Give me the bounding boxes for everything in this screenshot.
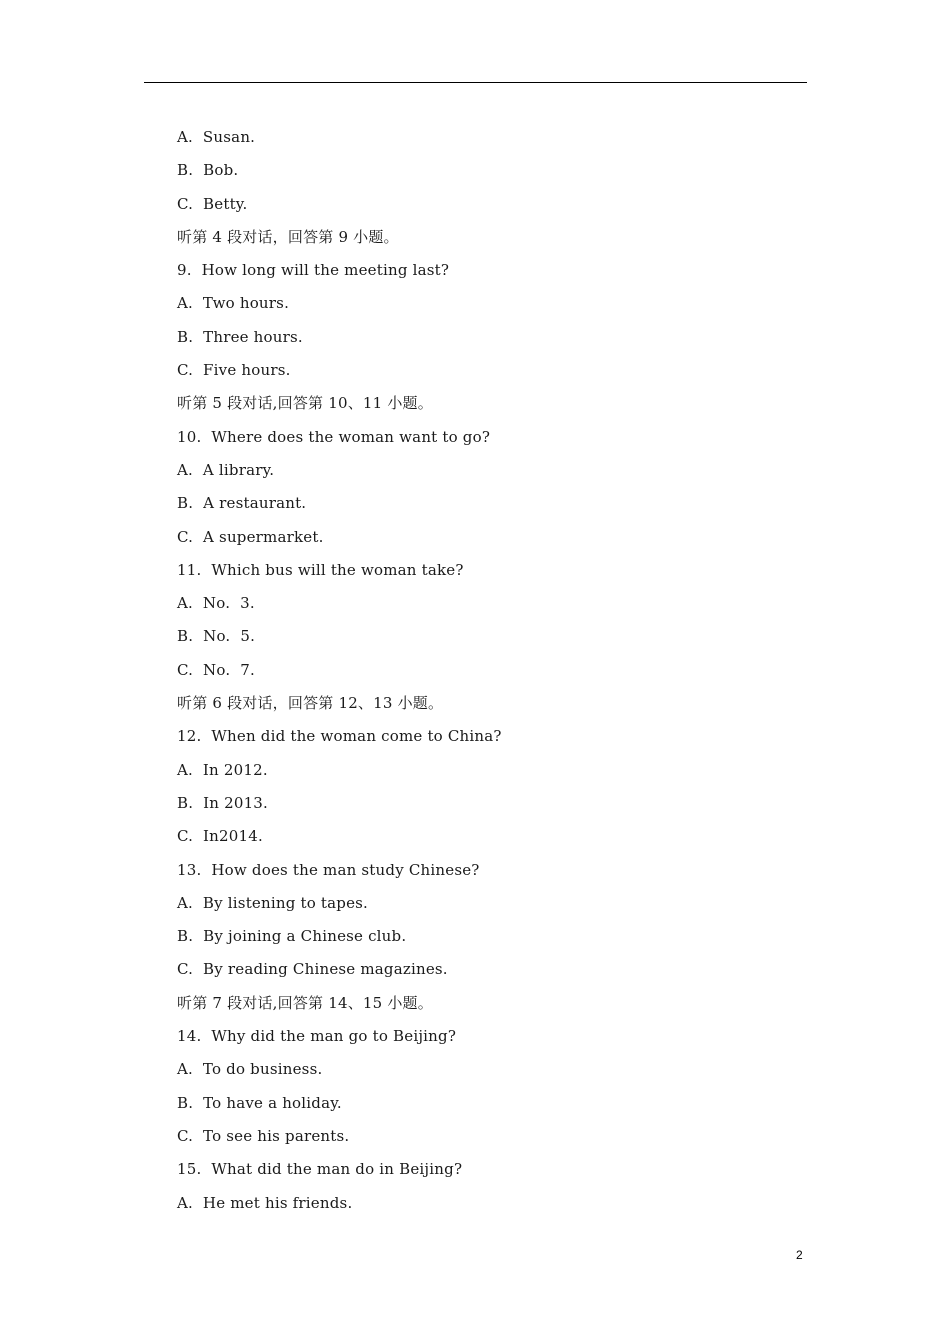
- option-line: C. In2014.: [177, 827, 263, 846]
- option-line: A. Two hours.: [177, 294, 290, 313]
- section-instruction: 听第 4 段对话，回答第 9 小题。: [177, 227, 399, 246]
- question-line: 15. What did the man do in Beijing?: [177, 1160, 463, 1179]
- document-body: [177, 121, 797, 1220]
- option-line: A. In 2012.: [177, 760, 268, 779]
- question-line: 9. How long will the meeting last?: [177, 261, 450, 280]
- section-instruction: 听第 7 段对话,回答第 14、15 小题。: [177, 993, 433, 1012]
- question-line: 12. When did the woman come to China?: [177, 727, 502, 746]
- question-line: 11. Which bus will the woman take?: [177, 560, 464, 579]
- option-line: C. Betty.: [177, 194, 248, 213]
- option-line: A. Susan.: [177, 128, 256, 146]
- option-line: B. By joining a Chinese club.: [177, 927, 407, 946]
- option-line: A. By listening to tapes.: [177, 893, 369, 912]
- option-line: C. No. 7.: [177, 660, 255, 679]
- option-line: C. Five hours.: [177, 361, 291, 380]
- section-instruction: 听第 5 段对话,回答第 10、11 小题。: [177, 394, 433, 413]
- option-line: B. To have a holiday.: [177, 1093, 342, 1112]
- option-line: C. A supermarket.: [177, 527, 324, 546]
- option-line: A. A library.: [177, 460, 275, 479]
- option-line: A. He met his friends.: [177, 1193, 353, 1212]
- question-line: 13. How does the man study Chinese?: [177, 860, 480, 879]
- header-rule: [144, 82, 807, 83]
- question-line: 14. Why did the man go to Beijing?: [177, 1027, 457, 1046]
- option-line: B. Three hours.: [177, 327, 303, 346]
- option-line: B. Bob.: [177, 161, 239, 180]
- section-instruction: 听第 6 段对话，回答第 12、13 小题。: [177, 694, 444, 713]
- question-line: 10. Where does the woman want to go?: [177, 427, 491, 446]
- option-line: C. By reading Chinese magazines.: [177, 960, 448, 979]
- option-line: C. To see his parents.: [177, 1126, 350, 1145]
- option-line: A. To do business.: [177, 1060, 323, 1079]
- option-line: B. No. 5.: [177, 627, 256, 646]
- option-line: B. A restaurant.: [177, 494, 307, 513]
- option-line: B. In 2013.: [177, 793, 269, 812]
- option-line: A. No. 3.: [177, 594, 255, 613]
- page-number: 2: [796, 1248, 803, 1262]
